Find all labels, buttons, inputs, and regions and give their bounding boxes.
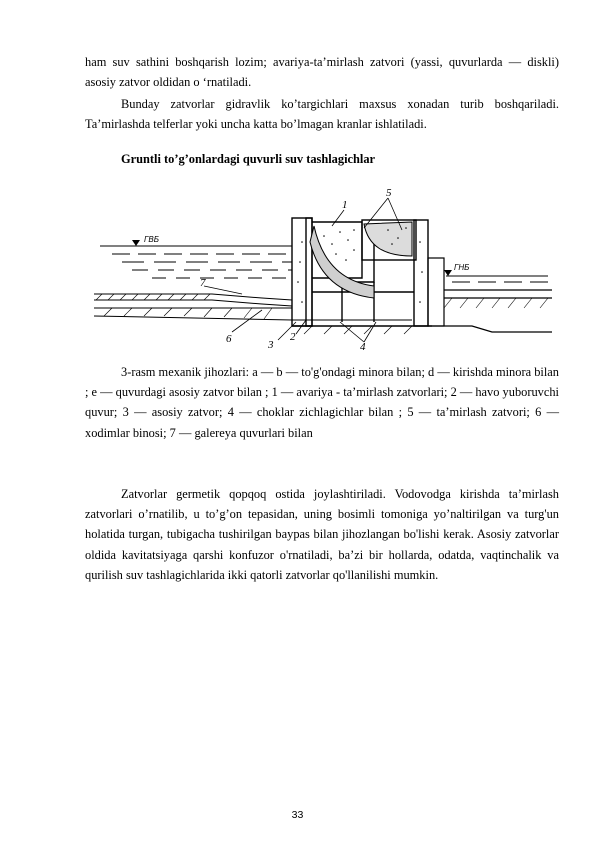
downstream-water bbox=[446, 276, 548, 282]
spillway-figure bbox=[92, 182, 552, 350]
section-heading: Gruntli to’g’onlardagi quvurli suv tashlagichlar bbox=[121, 152, 376, 166]
paragraph-2: Bunday zatvorlar gidravlik ko’targichlari maxsus xonadan turib boshqariladi. Ta’mirlashda telferlar yoki uncha katta bo’lmagan kranlar ishlatiladi. bbox=[85, 97, 559, 132]
label-2: 2 bbox=[290, 331, 296, 343]
label-5: 5 bbox=[386, 187, 392, 199]
downstream-level-marker bbox=[444, 270, 452, 276]
paragraph-4: Zatvorlar germetik qopqoq ostida joylashtiriladi. Vodovodga kirishda ta’mirlash zatvorlari o’rnatilib, u to’g’on tepasidan, uning bosimli tomoniga yo’naltirilgan va turg'un holatida turgan, tubigacha tushirilgan baypas bilan jihozlangan bo'lishi kerak. Asosiy zatvorlar oldida kavitatsiyaga qarshi konfuzor o'rnatiladi, ba’zi bir hollarda, odatda, vaqtinchalik va qurilish suv tashlagichlarida ikki qatorli zatvorlar qo'llanilishi mumkin. bbox=[85, 487, 559, 582]
upstream-level-marker bbox=[132, 240, 140, 246]
ground-hatching bbox=[96, 294, 272, 319]
repair-gate bbox=[364, 222, 412, 256]
label-6: 6 bbox=[226, 333, 232, 345]
upstream-water bbox=[100, 246, 292, 278]
figure-caption: 3-rasm mexanik jihozlari: a — b — to'g'ondagi minora bilan; d — kirishda minora bilan ; e — quvurdagi asosiy zatvor bilan ; 1 — avariya - ta’mirlash zatvorlari; 2 — havo yuboruvchi quvur; 3 — asosiy zatvor; 4 — choklar zichlagichlar bilan ; 5 — ta’mirlash zatvori; 6 — xodimlar binosi; 7 — galereya quvurlari bilan bbox=[85, 365, 559, 440]
spillway-drawing bbox=[92, 182, 552, 350]
label-7: 7 bbox=[200, 277, 206, 289]
paragraph-1: ham suv sathini boshqarish lozim; avariya-ta’mirlash zatvori (yassi, quvurlarda — diskli) asosiy zatvor oldidan o ‘rnatiladi. bbox=[85, 55, 559, 90]
label-4: 4 bbox=[360, 341, 366, 350]
curved-gate bbox=[310, 226, 374, 298]
upstream-level-label: ГВБ bbox=[144, 235, 159, 244]
downstream-structure bbox=[428, 258, 552, 332]
ground-line bbox=[94, 294, 412, 320]
label-3: 3 bbox=[268, 339, 274, 350]
downstream-level-label: ГНБ bbox=[454, 263, 470, 272]
downstream-hatching bbox=[304, 298, 548, 334]
page-number: 33 bbox=[291, 809, 304, 821]
label-1: 1 bbox=[342, 199, 348, 211]
